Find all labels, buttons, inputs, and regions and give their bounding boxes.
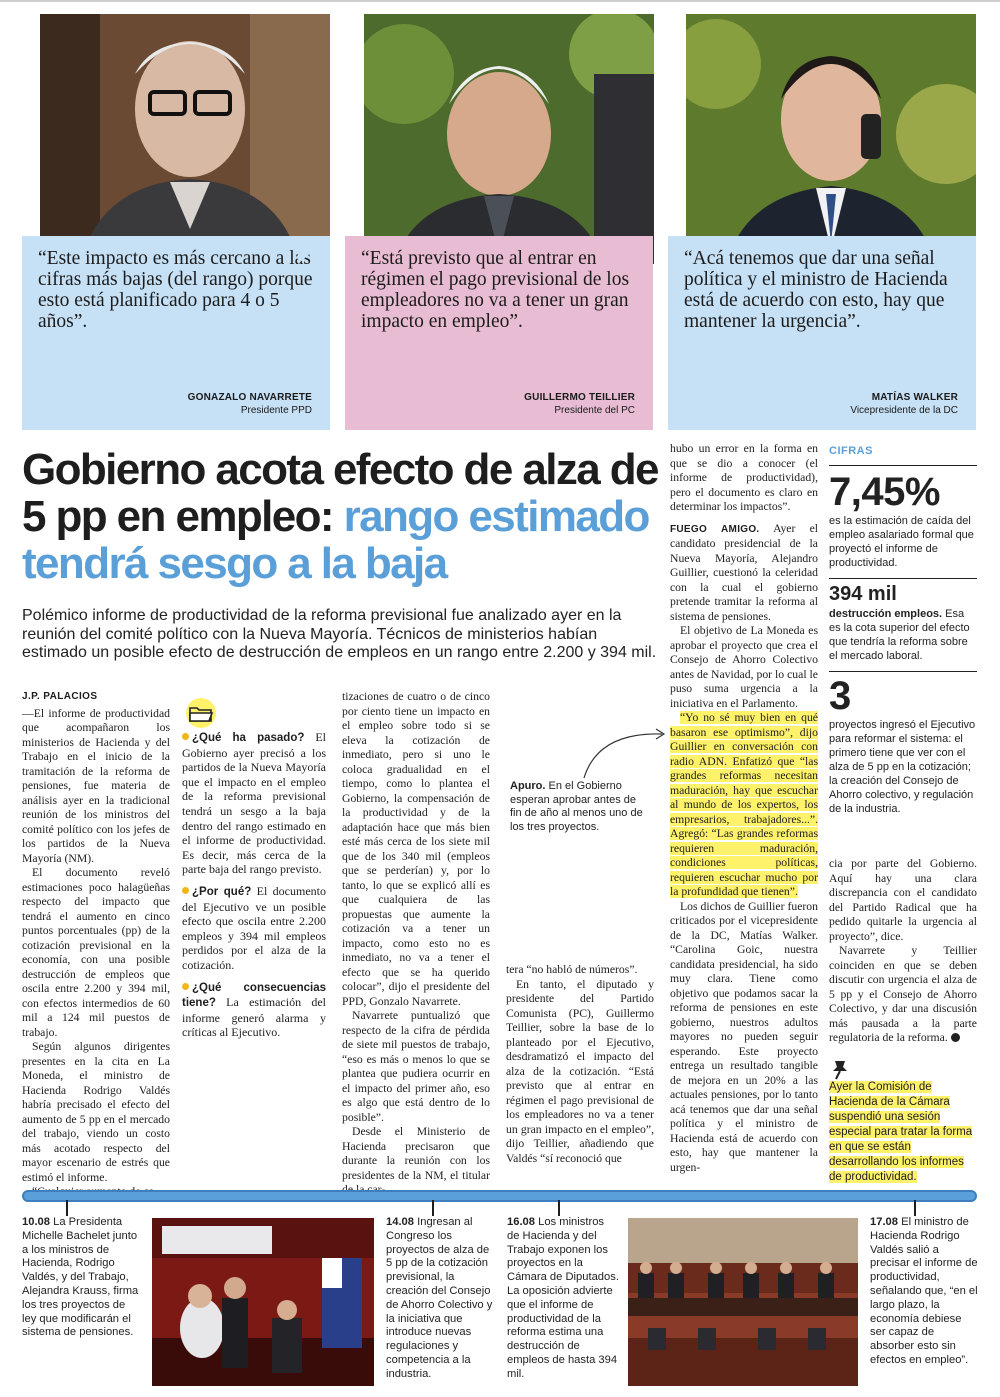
cifra-number: 7,45% [829,470,940,514]
body-paragraph: Los dichos de Guillier fueron criticados por el vicepresidente de la DC, Matías Walker. “Carolina Goic, nuestra candidata presidencial, ha sido muy clara. Tiene como objetivo que podamos sacar la reforma de pensiones en este gobierno, nuestros adultos mayores no pueden seguir esperando. Este proyecto entrega un resultado tangible de mejora en un 20% a las actuales pensiones, por lo tanto acá tenemos que dar una señal política y el ministro de Hacienda está de acuerdo con esto, hay que mantener la urgen- [670,899,818,1174]
timeline-entry [507,1216,619,1382]
highlight-text: Ayer la Comisión de Hacienda de la Cámara suspendió una sesión especial para tratar la forma en que se están desarrollando los informes de productividad. [829,1081,973,1183]
cifra-number: 3 [829,674,852,718]
qa-question: ¿Qué consecuencias tiene? [182,981,326,1010]
headline-black: Gobierno acota efecto de alza de 5 pp en empleo: [22,445,658,541]
article-column-5 [670,442,818,1175]
folder-icon [182,697,220,729]
timeline-date: 14.08 [386,1216,414,1228]
quote-author-role: Presidente PPD [240,405,312,416]
timeline-date: 10.08 [22,1216,50,1228]
qa-item [182,884,326,973]
timeline-text: La Presidenta Michelle Bachelet junto a los ministros de Hacienda, Rodrigo Valdés, y del Trabajo, Alejandra Krauss, firma los tres proyectos de ley que modificarán el sistema de pensiones. [22,1216,139,1339]
bullet-dot-icon [182,983,189,990]
timeline-date: 17.08 [870,1216,898,1228]
lead-paragraph: Polémico informe de productividad de la reforma previsional fue analizado ayer en la reunión del comité político con la Nueva Mayoría. Técnicos de ministerios habían estimado un posible efecto de destrucción de empleos en un rango entre 2.200 y 394 mil. [22,607,657,661]
photo-navarrete [40,14,330,264]
body-paragraph: Según algunos dirigentes presentes en la cita en La Moneda, el ministro de Hacienda Rodrigo Valdés habría precisado el efecto del aumento de 5 pp en el mercado del trabajo, viendo un costo más acotado respecto del mayor escenario de estrés que estimó el informe. [22,1040,170,1184]
body-paragraph: hubo un error en la forma en que se dio a conocer (el informe de productividad), pero el documento es claro en determinar los impactos”. [670,442,818,513]
timeline-text: Ingresan al Congreso los proyectos de alza de 5 pp de la cotización previsional, la creación del Consejo de Ahorro Colectivo y la iniciativa que introduce nuevas regulaciones y competencia a la industria. [386,1216,493,1380]
qa-answer: La estimación del informe generó alarma y críticas al Ejecutivo. [182,995,326,1040]
timeline-tick [432,1200,434,1216]
article-column-1 [22,690,170,1200]
qa-item [182,730,326,877]
qa-sidebar [182,730,326,1047]
timeline-entry [386,1216,498,1382]
bullet-dot-icon [182,733,189,740]
quote-author-role: Presidente del PC [554,405,635,416]
section-text: Ayer el candidato presidencial de la Nueva Mayoría, Alejandro Guillier, cuestionó la celeridad con la cual el gobierno pretende tramitar la reforma al sistema de pensiones. [670,521,819,623]
cifra-text: es la estimación de caída del empleo asalariado formal que proyectó el informe de productividad. [829,514,977,579]
cifra-text-bold: destrucción empleos. [829,608,943,620]
quote-author-name: GUILLERMO TEILLIER [524,392,635,403]
photo-teillier [364,14,654,264]
timeline-date: 16.08 [507,1216,535,1228]
article-column-4 [506,963,654,1166]
body-paragraph: En tanto, el diputado y presidente del Partido Comunista (PC), Guillermo Teillier, sobre la base de lo planteado por el Ejecutivo, desdramatizó el impacto del alza de la cotización. “Está previsto que al entrar en régimen el pago previsional de los empleadores no va a tener un gran impacto en el empleo”, dijo Teillier, añadiendo que Valdés “sí reconoció que [506,977,654,1165]
photo-chamber-session [628,1218,858,1386]
quote-tail [298,236,330,264]
qa-question: ¿Por qué? [192,885,252,898]
cifras-title: CIFRAS [829,445,977,466]
timeline-text: Los ministros de Hacienda y del Trabajo exponen los proyectos en la Cámara de Diputados. La oposición advierte que el informe de productividad de la reforma estima una destrucción de empleos de hasta 394 mil. [507,1216,619,1380]
timeline-tick [558,1200,560,1216]
pushpin-icon [829,1058,853,1080]
quote-author-name: MATÍAS WALKER [871,392,958,403]
quote-author-name: GONAZALO NAVARRETE [187,392,312,403]
body-paragraph: Desde el Ministerio de Hacienda precisaron que durante la reunión con los presidentes de la NM, el titular [342,1125,490,1182]
headline [22,446,662,587]
end-mark-icon [951,1033,960,1042]
byline: J.P. PALACIOS [22,691,98,702]
quote-author-role: Vicepresidente de la DC [850,405,958,416]
quote-text: “Acá tenemos que dar una señal política y el ministro de Hacienda está de acuerdo con esto, hay que mantener la urgencia”. [684,248,948,332]
cifras-sidebar [829,445,977,824]
quote-box-navarrete [22,236,330,430]
timeline-tick [914,1200,916,1216]
callout-arrow-icon [578,726,670,782]
body-paragraph: El objetivo de La Moneda es aprobar el proyecto que crea el Consejo de Ahorro Colectivo antes de Navidad, por lo cual le puso suma urgencia a la iniciativa en el Parlamento. [670,624,818,710]
quote-text: “Este impacto es más cercano a las cifras más bajas (del rango) porque esto está planificado para 4 o 5 años”. [38,248,313,332]
photo-walker [686,14,976,264]
body-paragraph: El documento reveló estimaciones poco halagüeñas respecto del impacto que tendrá el aumento en cinco puntos porcentuales (pp) de la cotización previsional en la economía, con una posible destrucción de empleos que oscila entre 2.200 y 394 mil, con efectos intermedios de 60 mil a 124 mil puestos de trabajo. [22,866,170,1039]
bullet-dot-icon [182,887,189,894]
qa-answer: El Gobierno ayer precisó a los partidos de la Nueva Mayoría que el impacto en el empleo de la reforma previsional tendrá un sesgo a la baja dentro del rango estimado en el informe de productividad. Es decir, más cerca de la parte baja del rango previsto. [182,730,326,877]
quote-box-walker [668,236,976,430]
cifra-text: proyectos ingresó el Ejecutivo para reformar el sistema: el primero tiene que ver con el alza de 5 pp en la cotización; la creación del Consejo de Ahorro colectivo, y regulación de la industria. [829,719,976,815]
cifra-text [829,607,977,672]
body-paragraph: cia por parte del Gobierno. Aquí hay una clara discrepancia con el candidato del Partido Radical que ha pedido quitarle la urgencia al proyecto”, dice. [829,857,977,943]
body-paragraph: Navarrete puntualizó que respecto de la cifra de pérdida de siete mil puestos de trabajo, “eso es más o menos lo que se plantea que pudiera ocurrir en el impacto del primer año, eso es algo que está dentro de lo posible”. [342,1009,490,1124]
highlighted-paragraph [670,711,818,900]
top-rule [0,0,1000,2]
quote-tail [620,236,652,264]
quote-tail [944,236,976,264]
timeline-bar [22,1190,977,1202]
cifra-number: 394 mil [829,583,897,605]
photo-bachelet-signing [152,1218,374,1386]
quote-box-teillier [345,236,653,430]
body-paragraph: tizaciones de cuatro o de cinco por ciento tiene un impacto en el empleo sobre todo si se eleva la cotización de inmediato, pero si uno le coloca gradualidad en el tiempo, como lo plantea el Gobierno, la compensación de la productividad y de la adaptación hace que más bien esté más cerca de los siete mil que de los 340 mil (empleos que se perderían) y, por lo tanto, lo que se explicó allí es que cualquiera de las propuestas que aumente la cotización va a tener un impacto, como esto no es inmediato, no va a tener el efecto que se ha querido colocar”, dijo el presidente del PPD, Gonzalo Navarrete. [342,690,490,1008]
apuro-note [510,780,650,834]
article-column-3 [342,690,490,1198]
body-paragraph [670,522,818,625]
qa-answer: El documento del Ejecutivo ve un posible efecto que oscila entre 2.200 empleos y 394 mil empleos perdidos por el alza de la cotización. [182,883,327,972]
apuro-keyword: Apuro. [510,780,546,792]
qa-question: ¿Qué ha pasado? [192,732,305,744]
quote-text: “Está previsto que al entrar en régimen el pago previsional de los empleadores no va a tener un gran impacto en empleo”. [361,248,630,332]
commission-note [829,1080,977,1185]
body-paragraph: —El informe de productividad que acompañaron los ministerios de Hacienda y del Trabajo en el inicio de la tramitación de la reforma de pensiones, fue materia de análisis ayer en la tradicional reunión de los ministros del comité político con los jefes de los partidos de la Nueva Mayoría (NM). [22,706,170,865]
timeline-entry [22,1216,140,1340]
body-paragraph: tera “no habló de números”. [506,963,638,976]
apuro-text: En el Gobierno esperan aprobar antes de fin de año al menos uno de los tres proyectos. [510,780,643,833]
timeline-tick [66,1200,68,1216]
headline-blue: rango estimado tendrá sesgo a la baja [22,492,649,588]
highlight-text: “Yo no sé muy bien en qué basaron ese optimismo”, dijo Guillier en conversación con radio ADN. Enfatizó que “las grandes reformas necesitan maduración, hay que escuchar al mundo de los expertos, los empresarios, trabajadores...”. Agregó: “Las grandes reformas requieren maduración, condiciones políticas, requieren escuchar mucho por la profundidad que tienen”. [670,711,818,898]
article-column-6 [829,857,977,1046]
body-paragraph [829,944,977,1046]
timeline-entry [870,1216,978,1368]
timeline-text: El ministro de Hacienda Rodrigo Valdés salió a precisar el informe de productividad, señalando que, “en el largo plazo, la economía debiese ser capaz de absorber esto sin efectos en empleo”. [870,1216,978,1366]
body-text: Navarrete y Teillier coinciden en que se deben discutir con urgencia el alza de 5 pp y el Consejo de Ahorro Colectivo, y dar una discusión más pausada a la parte regulatoria de la reforma. [829,944,977,1044]
cifra-text-body: Esa es la cota superior del efecto que tendría la reforma sobre el mercado laboral. [829,608,970,662]
section-keyword: FUEGO AMIGO. [670,523,760,535]
qa-item [182,980,326,1040]
